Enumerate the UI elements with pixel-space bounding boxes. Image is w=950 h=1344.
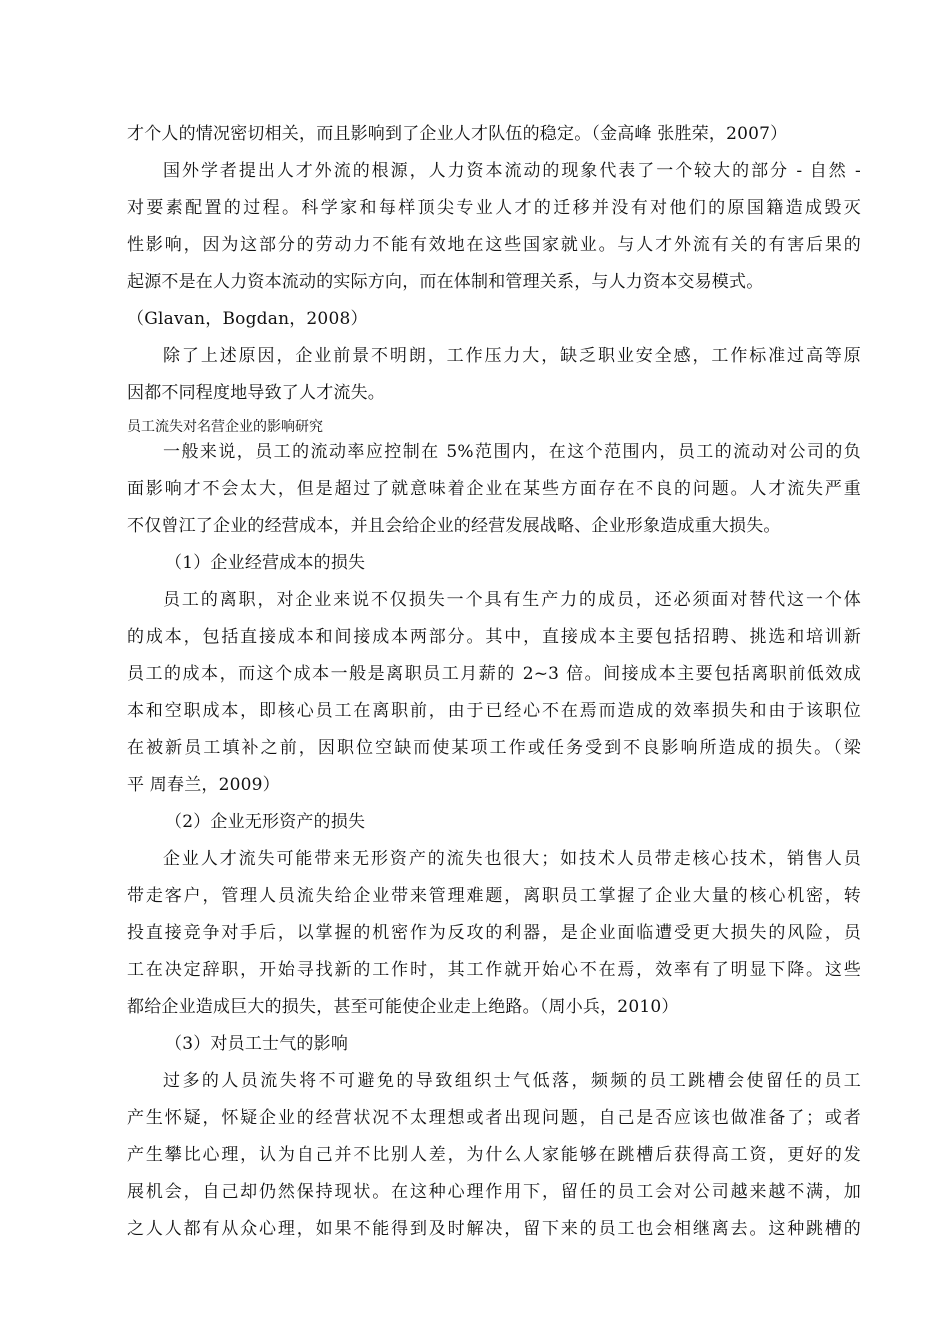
paragraph-line: 起源不是在人力资本流动的实际方向，而在体制和管理关系，与人力资本交易模式。 [127,272,764,292]
paragraph-line: 产生怀疑，怀疑企业的经营状况不太理想或者出现问题，自己是否应该也做准备了；或者 [127,1108,861,1128]
paragraph-line: 员工的成本，而这个成本一般是离职员工月薪的 2~3 倍。间接成本主要包括离职前低效成 [127,664,861,684]
paragraph-line: 除了上述原因，企业前景不明朗，工作压力大，缺乏职业安全感，工作标准过高等原 [163,346,861,366]
subsection-title: （2）企业无形资产的损失 [165,812,366,832]
citation-line: 平 周春兰，2009） [127,775,280,795]
section-heading: 员工流失对名营企业的影响研究 [127,419,323,435]
paragraph-line: 本和空职成本，即核心员工在离职前，由于已经心不在焉而造成的效率损失和由于该职位 [127,701,861,721]
paragraph-line: 对要素配置的过程。科学家和每样顶尖专业人才的迁移并没有对他们的原国籍造成毁灭 [127,198,861,218]
paragraph-line: 过多的人员流失将不可避免的导致组织士气低落，频频的员工跳槽会使留任的员工 [163,1071,861,1091]
paragraph-line: 投直接竞争对手后，以掌握的机密作为反攻的利器，是企业面临遭受更大损失的风险，员 [127,923,861,943]
paragraph-line: 不仅曾江了企业的经营成本，并且会给企业的经营发展战略、企业形象造成重大损失。 [127,516,781,536]
subsection-title: （3）对员工士气的影响 [165,1034,349,1054]
paragraph-line: 之人人都有从众心理，如果不能得到及时解决，留下来的员工也会相继离去。这种跳槽的 [127,1219,861,1239]
paragraph-line: 展机会，自己却仍然保持现状。在这种心理作用下，留任的员工会对公司越来越不满，加 [127,1182,861,1202]
citation-line: （Glavan，Bogdan，2008） [127,309,368,329]
paragraph-line: 的成本，包括直接成本和间接成本两部分。其中，直接成本主要包括招聘、挑选和培训新 [127,627,861,647]
paragraph-line: 才个人的情况密切相关，而且影响到了企业人才队伍的稳定。（金高峰 张胜荣，2007） [127,124,788,144]
paragraph-line: 国外学者提出人才外流的根源，人力资本流动的现象代表了一个较大的部分 - 自然 - [163,161,861,181]
paragraph-line: 面影响才不会太大，但是超过了就意味着企业在某些方面存在不良的问题。人才流失严重 [127,479,861,499]
paragraph-line: 都给企业造成巨大的损失，甚至可能使企业走上绝路。（周小兵，2010） [127,997,679,1017]
paragraph-line: 带走客户，管理人员流失给企业带来管理难题，离职员工掌握了企业大量的核心机密，转 [127,886,861,906]
paragraph-line: 性影响，因为这部分的劳动力不能有效地在这些国家就业。与人才外流有关的有害后果的 [127,235,861,255]
paragraph-line: 因都不同程度地导致了人才流失。 [127,383,385,403]
paragraph-line: 企业人才流失可能带来无形资产的流失也很大；如技术人员带走核心技术，销售人员 [163,849,861,869]
paragraph-line: 员工的离职，对企业来说不仅损失一个具有生产力的成员，还必须面对替代这一个体 [163,590,861,610]
subsection-title: （1）企业经营成本的损失 [165,553,366,573]
paragraph-line: 工在决定辞职，开始寻找新的工作时，其工作就开始心不在焉，效率有了明显下降。这些 [127,960,861,980]
paragraph-line: 产生攀比心理，认为自己并不比别人差，为什么人家能够在跳槽后获得高工资，更好的发 [127,1145,861,1165]
paragraph-line: 一般来说，员工的流动率应控制在 5%范围内，在这个范围内，员工的流动对公司的负 [163,442,861,462]
paragraph-line: 在被新员工填补之前，因职位空缺而使某项工作或任务受到不良影响所造成的损失。（梁 [127,738,861,758]
